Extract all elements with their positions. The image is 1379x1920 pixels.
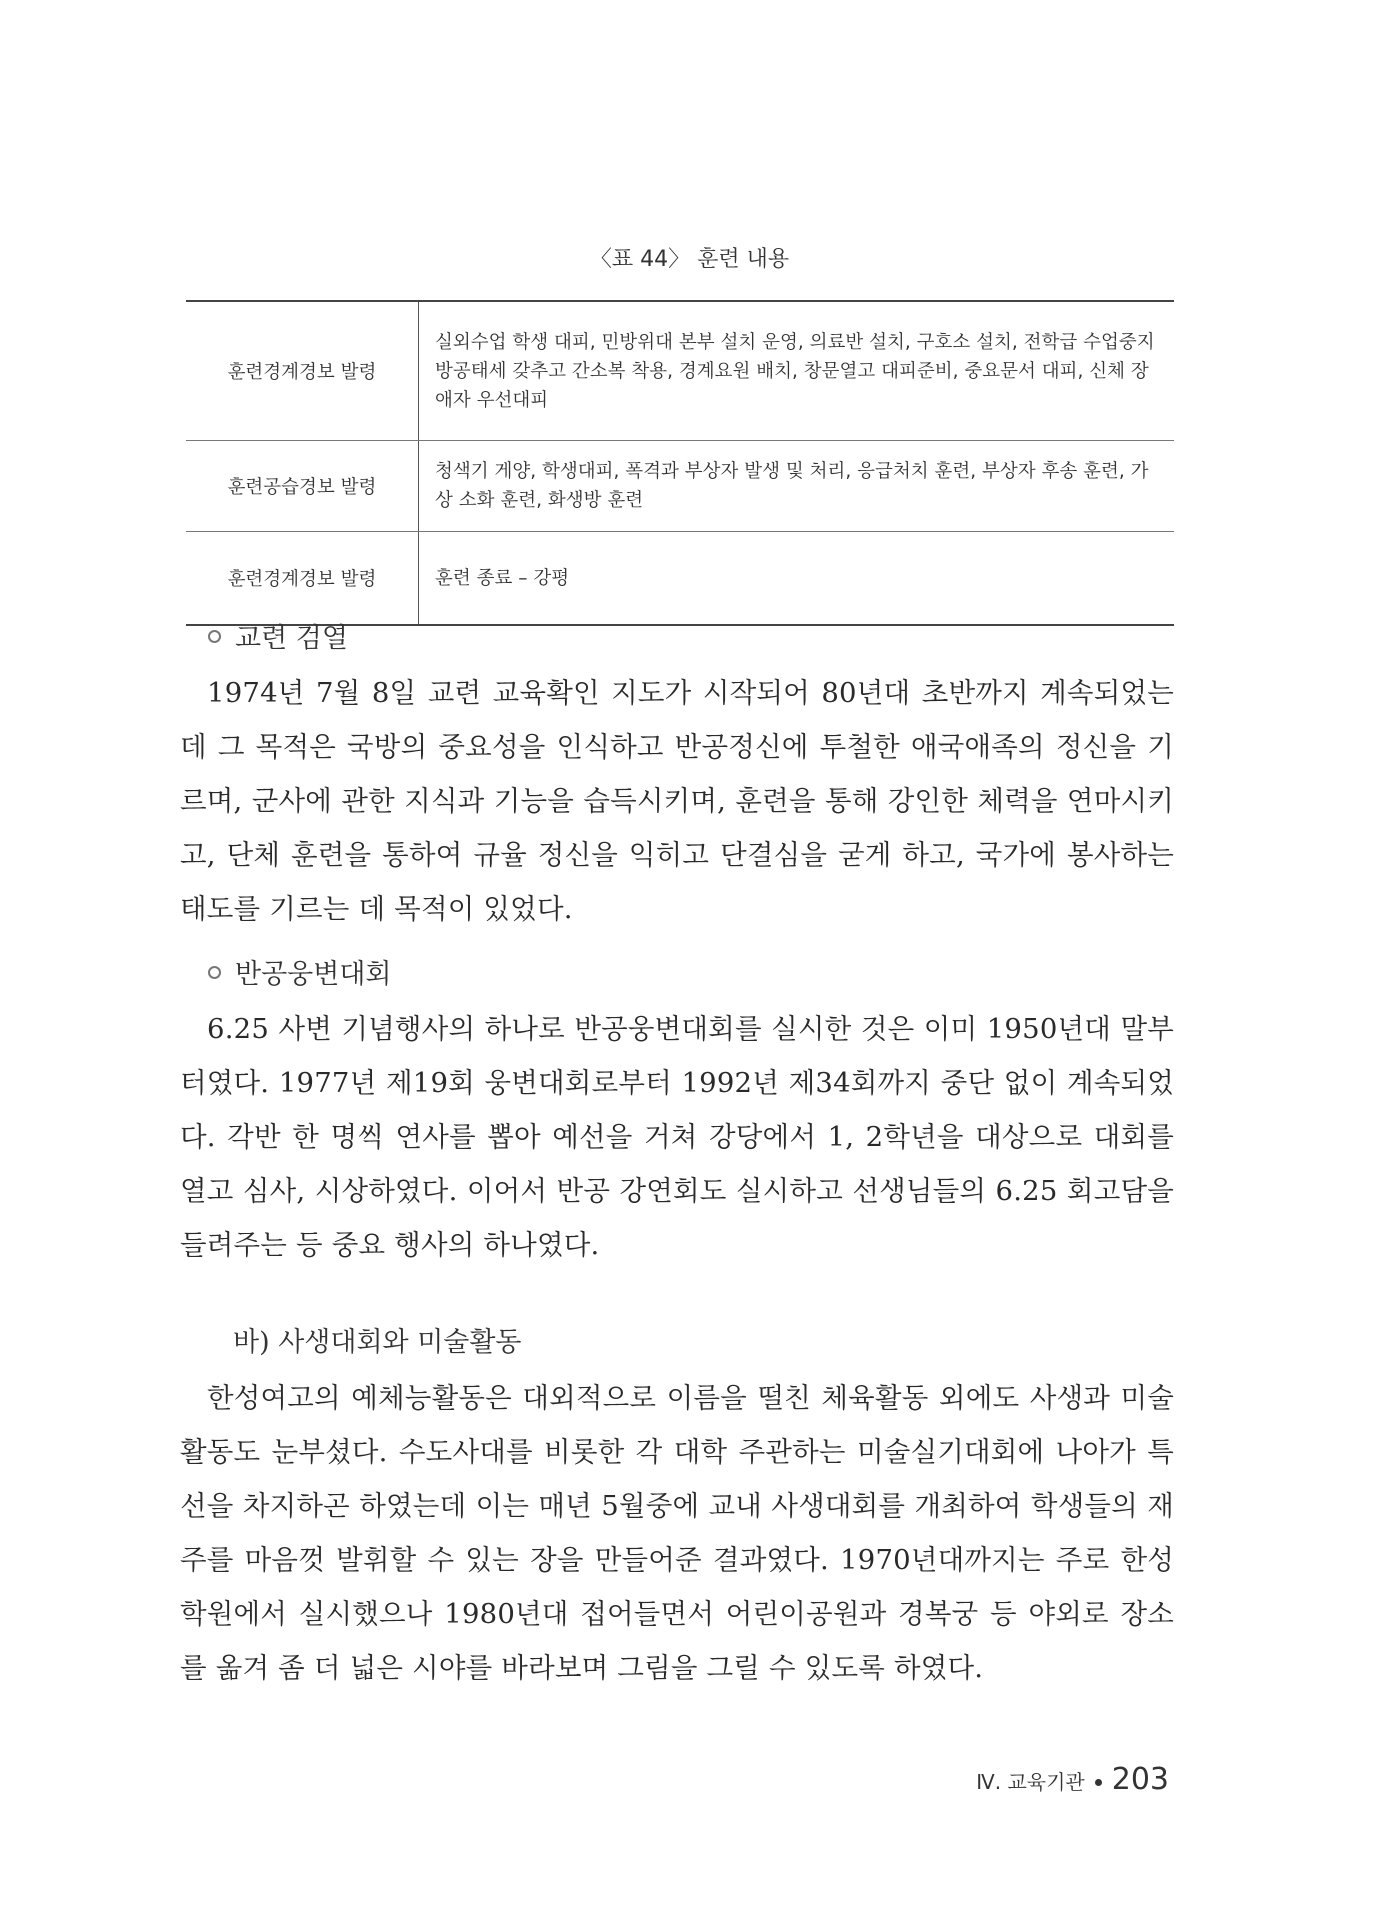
chapter-label: Ⅳ. 교육기관 <box>976 1770 1085 1794</box>
training-table <box>186 300 1174 626</box>
bullet-icon <box>208 966 221 979</box>
row-label: 훈련공습경보 발령 <box>186 441 419 532</box>
table-row <box>186 532 1174 626</box>
section-heading-text: 반공웅변대회 <box>235 959 392 990</box>
separator-dot-icon <box>1095 1779 1102 1786</box>
row-content: 청색기 게양, 학생대피, 폭격과 부상자 발생 및 처리, 응급처치 훈련, 부상자 후송 훈련, 가상 소화 훈련, 화생방 훈련 <box>419 441 1175 532</box>
row-content: 훈련 종료 – 강평 <box>435 567 570 589</box>
row-label: 훈련경계경보 발령 <box>186 532 419 626</box>
section-paragraph: 6.25 사변 기념행사의 하나로 반공웅변대회를 실시한 것은 이미 1950년대 말부터였다. 1977년 제19회 웅변대회로부터 1992년 제34회까지 중단 없이 계속되었다. 각반 한 명씩 연사를 뽑아 예선을 거쳐 강당에서 1, 2학년을 대상으로 대회를 열고 심사, 시상하였다. 이어서 반공 강연회도 실시하고 선생님들의 6.25 회고담을 들려주는 등 중요 행사의 하나였다. <box>180 1013 1174 1261</box>
section-heading-text: 교련 검열 <box>235 623 348 654</box>
bullet-icon <box>208 630 221 643</box>
page-number: 203 <box>1111 1762 1169 1797</box>
subsection-paragraph: 한성여고의 예체능활동은 대외적으로 이름을 떨친 체육활동 외에도 사생과 미술활동도 눈부셨다. 수도사대를 비롯한 각 대학 주관하는 미술실기대회에 나아가 특선을 차지하곤 하였는데 이는 매년 5월중에 교내 사생대회를 개최하여 학생들의 재주를 마음껏 발휘할 수 있는 장을 만들어준 결과였다. 1970년대까지는 주로 한성학원에서 실시했으나 1980년대 접어들면서 어린이공원과 경복궁 등 야외로 장소를 옮겨 좀 더 넓은 시야를 바라보며 그림을 그릴 수 있도록 하였다. <box>180 1382 1174 1684</box>
section-heading-drill-inspection <box>208 616 348 655</box>
row-label: 훈련경계경보 발령 <box>186 301 419 441</box>
row-content: 실외수업 학생 대피, 민방위대 본부 설치 운영, 의료반 설치, 구호소 설치, 전학급 수업중지 방공태세 갖추고 간소복 착용, 경계요원 배치, 창문열고 대피준비, 중요문서 대피, 신체 장애자 우선대피 <box>419 301 1175 441</box>
table-row <box>186 301 1174 441</box>
section-paragraph: 1974년 7월 8일 교련 교육확인 지도가 시작되어 80년대 초반까지 계속되었는데 그 목적은 국방의 중요성을 인식하고 반공정신에 투철한 애국애족의 정신을 기르며, 군사에 관한 지식과 기능을 습득시키며, 훈련을 통해 강인한 체력을 연마시키고, 단체 훈련을 통하여 규율 정신을 익히고 단결심을 굳게 하고, 국가에 봉사하는 태도를 기르는 데 목적이 있었다. <box>180 677 1174 925</box>
table-row <box>186 441 1174 532</box>
subsection-heading: 바) 사생대회와 미술활동 <box>233 1327 522 1358</box>
section-heading-speech-contest <box>208 952 392 991</box>
table-caption: 〈표 44〉 훈련 내용 <box>589 247 790 272</box>
page-footer <box>976 1762 1169 1797</box>
